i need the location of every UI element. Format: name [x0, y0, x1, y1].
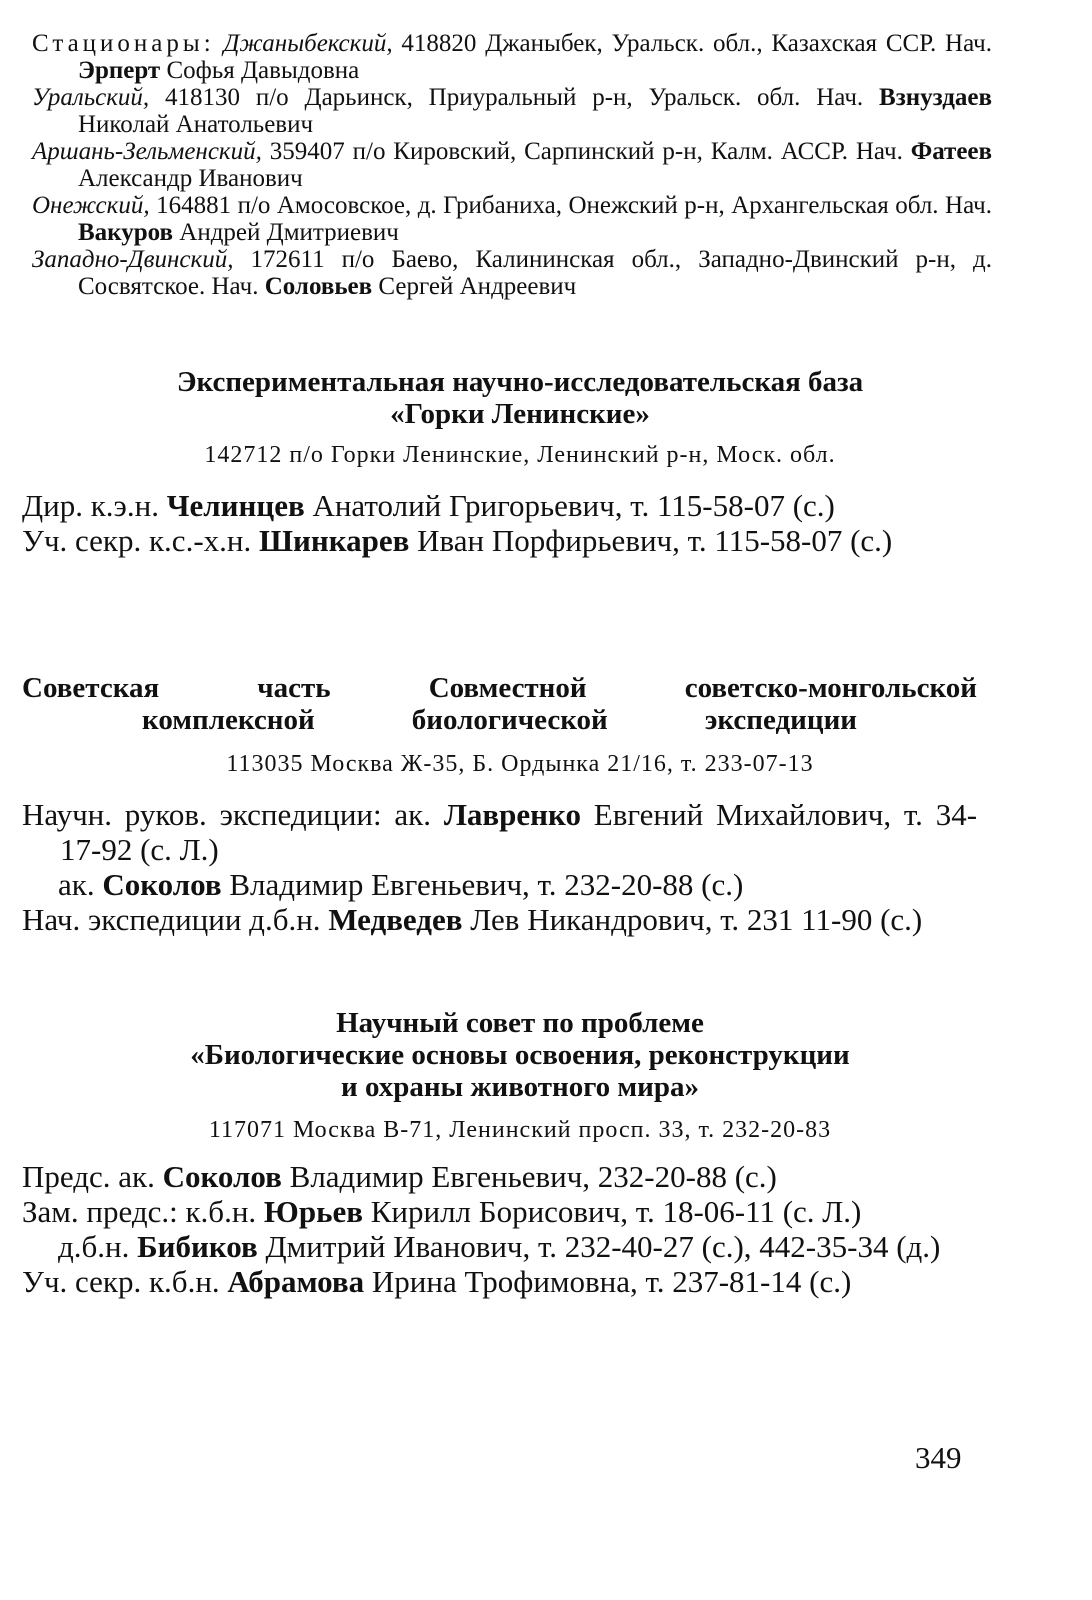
section-title-line: Научный совет по проблеме — [336, 1007, 704, 1039]
staff-title: Дир. к.э.н. — [22, 488, 159, 523]
station-head-surname: Фатеев — [910, 138, 993, 165]
stations-list — [32, 30, 992, 300]
staff-title: Научн. руков. экспедиции: ак. — [22, 797, 431, 832]
staff-name: Кирилл Борисович, т. 18-06-11 (с. Л.) — [370, 1194, 862, 1229]
station-entry — [32, 138, 992, 192]
section-title-line: «Биологические основы освоения, реконструкции — [190, 1039, 850, 1071]
staff-entry — [22, 1264, 977, 1299]
station-head-surname: Соловьев — [264, 273, 373, 300]
station-entry — [32, 192, 992, 246]
section-title-line: Экспериментальная научно-исследовательская база — [176, 366, 864, 398]
staff-phone: т. 115-58-07 (с.) — [687, 523, 893, 558]
station-address: 172611 п/о Баево, Калининская обл., Западно-Двинский р-н, д. Сосвятское. Нач. — [78, 246, 993, 300]
staff-list-expedition — [22, 797, 977, 937]
staff-list-gorki — [22, 488, 977, 558]
staff-surname: Соколов — [102, 867, 222, 902]
station-head-surname: Вакуров — [78, 219, 174, 246]
section-title-line: и охраны животного мира» — [340, 1071, 700, 1103]
staff-name: Иван Порфирьевич, — [417, 523, 680, 558]
staff-name: Евгений Михайлович, т. 34-17-92 (с. Л.) — [60, 797, 978, 867]
section-address-expedition: 113035 Москва Ж-35, Б. Ордынка 21/16, т. 233-07-13 — [226, 751, 814, 777]
staff-phone: т. 115-58-07 (с.) — [630, 488, 835, 523]
staff-entry — [22, 1159, 977, 1194]
staff-entry — [22, 488, 977, 523]
station-name: Западно-Двинский, — [32, 246, 234, 273]
station-head-surname: Взнуздаев — [879, 84, 993, 111]
staff-entry — [22, 902, 977, 937]
section-address-gorki: 142712 п/о Горки Ленинские, Ленинский р-н, Моск. обл. — [204, 442, 836, 468]
staff-surname: Лавренко — [443, 797, 581, 832]
page-number: 349 — [915, 1440, 962, 1475]
station-entry — [32, 246, 992, 300]
station-entry — [32, 84, 992, 138]
staff-surname: Бибиков — [137, 1229, 258, 1264]
section-title-line: «Горки Ленинские» — [390, 398, 650, 430]
station-head-name: Сергей Андреевич — [378, 273, 577, 300]
staff-title: Уч. секр. к.б.н. — [22, 1264, 220, 1299]
staff-title: Уч. секр. к.с.-х.н. — [22, 523, 252, 558]
staff-title: ак. — [58, 867, 95, 902]
section-title-line: Советская часть Совместной советско-монгольской — [22, 672, 977, 704]
section-title-gorki — [20, 366, 1020, 430]
staff-surname: Юрьев — [263, 1194, 363, 1229]
station-address: 164881 п/о Амосовское, д. Грибаниха, Онежский р-н, Архангельская обл. Нач. — [156, 192, 992, 219]
staff-title: Предс. ак. — [22, 1159, 155, 1194]
staff-entry — [22, 797, 977, 867]
staff-name: Владимир Евгеньевич, 232-20-88 (с.) — [289, 1159, 777, 1194]
staff-surname: Абрамова — [227, 1264, 365, 1299]
station-name: Онежский, — [32, 192, 150, 219]
staff-surname: Соколов — [162, 1159, 282, 1194]
staff-surname: Челинцев — [166, 488, 305, 523]
staff-entry — [22, 867, 977, 902]
section-address-council: 117071 Москва В-71, Ленинский просп. 33, т. 232-20-83 — [208, 1117, 832, 1143]
staff-title: Нач. экспедиции д.б.н. — [22, 902, 321, 937]
section-title-expedition — [22, 672, 977, 736]
staff-name: Ирина Трофимовна, т. 237-81-14 (с.) — [371, 1264, 852, 1299]
staff-entry — [22, 1229, 977, 1264]
staff-entry — [22, 523, 977, 558]
station-head-name: Александр Иванович — [78, 165, 303, 192]
staff-surname: Шинкарев — [258, 523, 410, 558]
staff-name: Владимир Евгеньевич, т. 232-20-88 (с.) — [229, 867, 744, 902]
station-name: Джаныбекский, — [223, 30, 393, 57]
staff-title: Зам. предс.: к.б.н. — [22, 1194, 257, 1229]
staff-name: Дмитрий Иванович, т. 232-40-27 (с.), 442-35-34 (д.) — [265, 1229, 941, 1264]
section-title-line: комплексной биологической экспедиции — [142, 704, 857, 736]
station-head-name: Андрей Дмитриевич — [179, 219, 399, 246]
station-name: Уральский, — [32, 84, 150, 111]
station-head-surname: Эрперт — [78, 57, 161, 84]
staff-entry — [22, 1194, 977, 1229]
staff-list-council — [22, 1159, 977, 1299]
station-entry — [32, 30, 992, 84]
staff-title: д.б.н. — [58, 1229, 130, 1264]
station-address: 359407 п/о Кировский, Сарпинский р-н, Калм. АССР. Нач. — [269, 138, 903, 165]
station-head-name: Софья Давыдовна — [166, 57, 360, 84]
station-address: 418130 п/о Дарьинск, Приуральный р-н, Уральск. обл. Нач. — [165, 84, 864, 111]
stations-label: Стационары: — [32, 30, 215, 57]
station-address: 418820 Джаныбек, Уральск. обл., Казахская ССР. Нач. — [401, 30, 993, 57]
staff-surname: Медведев — [328, 902, 463, 937]
section-title-council — [20, 1007, 1020, 1103]
station-name: Аршань-Зельменский, — [32, 138, 262, 165]
staff-name: Анатолий Григорьевич, — [312, 488, 623, 523]
station-head-name: Николай Анатольевич — [78, 111, 314, 138]
staff-name: Лев Никандрович, т. 231 11-90 (с.) — [470, 902, 923, 937]
